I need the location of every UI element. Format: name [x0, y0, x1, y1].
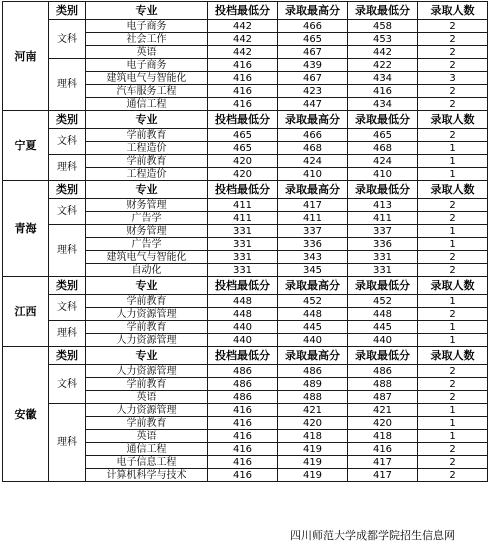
admit-count-cell: 1: [418, 321, 488, 334]
admit-count-cell: 3: [418, 72, 488, 85]
column-header: 录取最高分: [278, 2, 348, 20]
min-admit-score-cell: 337: [348, 225, 418, 238]
min-filing-score-cell: 420: [208, 155, 278, 168]
admit-count-cell: 1: [418, 417, 488, 430]
admit-count-cell: 2: [418, 212, 488, 225]
category-cell: 理科: [49, 59, 86, 111]
min-admit-score-cell: 448: [348, 308, 418, 321]
max-admit-score-cell: 418: [278, 430, 348, 443]
province-cell: 宁夏: [3, 111, 49, 181]
column-header: 专业: [86, 347, 208, 365]
major-cell: 学前教育: [86, 155, 208, 168]
table-row: [3, 365, 488, 378]
admit-count-cell: 2: [418, 308, 488, 321]
max-admit-score-cell: 486: [278, 365, 348, 378]
min-admit-score-cell: 418: [348, 430, 418, 443]
table-row: [3, 20, 488, 33]
table-row: [3, 321, 488, 334]
category-cell: 文科: [49, 129, 86, 155]
min-admit-score-cell: 424: [348, 155, 418, 168]
max-admit-score-cell: 411: [278, 212, 348, 225]
table-header-row: [3, 347, 488, 365]
column-header: 录取人数: [418, 181, 488, 199]
min-admit-score-cell: 331: [348, 251, 418, 264]
max-admit-score-cell: 445: [278, 321, 348, 334]
column-header: 录取人数: [418, 111, 488, 129]
column-header: 录取最高分: [278, 277, 348, 295]
major-cell: 英语: [86, 46, 208, 59]
column-header: 类别: [49, 111, 86, 129]
min-filing-score-cell: 331: [208, 238, 278, 251]
major-cell: 学前教育: [86, 295, 208, 308]
major-cell: 电子信息工程: [86, 456, 208, 469]
major-cell: 英语: [86, 430, 208, 443]
admit-count-cell: 2: [418, 129, 488, 142]
max-admit-score-cell: 419: [278, 456, 348, 469]
column-header: 录取最低分: [348, 277, 418, 295]
column-header: 投档最低分: [208, 277, 278, 295]
column-header: 录取人数: [418, 2, 488, 20]
major-cell: 学前教育: [86, 129, 208, 142]
column-header: 录取最高分: [278, 111, 348, 129]
category-cell: 理科: [49, 155, 86, 181]
min-admit-score-cell: 434: [348, 98, 418, 111]
min-filing-score-cell: 465: [208, 142, 278, 155]
column-header: 录取最高分: [278, 181, 348, 199]
min-filing-score-cell: 420: [208, 168, 278, 181]
major-cell: 学前教育: [86, 378, 208, 391]
min-filing-score-cell: 416: [208, 456, 278, 469]
min-filing-score-cell: 331: [208, 264, 278, 277]
min-admit-score-cell: 468: [348, 142, 418, 155]
max-admit-score-cell: 468: [278, 142, 348, 155]
column-header: 类别: [49, 277, 86, 295]
min-filing-score-cell: 416: [208, 417, 278, 430]
min-admit-score-cell: 413: [348, 199, 418, 212]
max-admit-score-cell: 448: [278, 308, 348, 321]
max-admit-score-cell: 345: [278, 264, 348, 277]
min-admit-score-cell: 411: [348, 212, 418, 225]
major-cell: 学前教育: [86, 417, 208, 430]
max-admit-score-cell: 439: [278, 59, 348, 72]
min-filing-score-cell: 465: [208, 129, 278, 142]
min-admit-score-cell: 453: [348, 33, 418, 46]
major-cell: 汽车服务工程: [86, 85, 208, 98]
min-filing-score-cell: 416: [208, 85, 278, 98]
column-header: 投档最低分: [208, 347, 278, 365]
max-admit-score-cell: 489: [278, 378, 348, 391]
column-header: 投档最低分: [208, 111, 278, 129]
column-header: 专业: [86, 2, 208, 20]
column-header: 录取最高分: [278, 347, 348, 365]
column-header: 录取最低分: [348, 2, 418, 20]
min-filing-score-cell: 486: [208, 378, 278, 391]
column-header: 专业: [86, 111, 208, 129]
major-cell: 人力资源管理: [86, 334, 208, 347]
max-admit-score-cell: 417: [278, 199, 348, 212]
table-row: [3, 295, 488, 308]
admit-count-cell: 1: [418, 404, 488, 417]
min-admit-score-cell: 421: [348, 404, 418, 417]
province-cell: 江西: [3, 277, 49, 347]
admit-count-cell: 2: [418, 251, 488, 264]
min-filing-score-cell: 442: [208, 33, 278, 46]
min-filing-score-cell: 416: [208, 59, 278, 72]
min-filing-score-cell: 448: [208, 308, 278, 321]
admission-score-table: [2, 1, 488, 482]
min-admit-score-cell: 420: [348, 417, 418, 430]
admit-count-cell: 1: [418, 295, 488, 308]
max-admit-score-cell: 467: [278, 72, 348, 85]
category-cell: 文科: [49, 20, 86, 59]
table-header-row: [3, 2, 488, 20]
major-cell: 人力资源管理: [86, 308, 208, 321]
max-admit-score-cell: 420: [278, 417, 348, 430]
max-admit-score-cell: 421: [278, 404, 348, 417]
province-cell: 河南: [3, 2, 49, 111]
min-admit-score-cell: 331: [348, 264, 418, 277]
min-filing-score-cell: 440: [208, 334, 278, 347]
max-admit-score-cell: 419: [278, 469, 348, 482]
min-filing-score-cell: 411: [208, 212, 278, 225]
major-cell: 广告学: [86, 238, 208, 251]
min-filing-score-cell: 416: [208, 72, 278, 85]
min-admit-score-cell: 422: [348, 59, 418, 72]
min-filing-score-cell: 486: [208, 391, 278, 404]
admit-count-cell: 2: [418, 264, 488, 277]
major-cell: 广告学: [86, 212, 208, 225]
table-row: [3, 59, 488, 72]
max-admit-score-cell: 440: [278, 334, 348, 347]
admit-count-cell: 2: [418, 59, 488, 72]
min-filing-score-cell: 442: [208, 20, 278, 33]
min-admit-score-cell: 488: [348, 378, 418, 391]
min-filing-score-cell: 416: [208, 430, 278, 443]
min-admit-score-cell: 417: [348, 469, 418, 482]
min-admit-score-cell: 417: [348, 456, 418, 469]
province-cell: 青海: [3, 181, 49, 277]
admit-count-cell: 1: [418, 155, 488, 168]
min-filing-score-cell: 416: [208, 98, 278, 111]
table-header-row: [3, 111, 488, 129]
admit-count-cell: 1: [418, 334, 488, 347]
column-header: 专业: [86, 181, 208, 199]
min-admit-score-cell: 445: [348, 321, 418, 334]
admit-count-cell: 2: [418, 85, 488, 98]
province-cell: 安徽: [3, 347, 49, 482]
column-header: 录取最低分: [348, 347, 418, 365]
column-header: 录取最低分: [348, 111, 418, 129]
admit-count-cell: 2: [418, 33, 488, 46]
table-row: [3, 199, 488, 212]
admit-count-cell: 2: [418, 469, 488, 482]
category-cell: 理科: [49, 225, 86, 277]
column-header: 录取最低分: [348, 181, 418, 199]
min-filing-score-cell: 416: [208, 404, 278, 417]
min-filing-score-cell: 448: [208, 295, 278, 308]
major-cell: 自动化: [86, 264, 208, 277]
min-admit-score-cell: 486: [348, 365, 418, 378]
min-admit-score-cell: 440: [348, 334, 418, 347]
major-cell: 通信工程: [86, 98, 208, 111]
major-cell: 英语: [86, 391, 208, 404]
major-cell: 计算机科学与技术: [86, 469, 208, 482]
admit-count-cell: 2: [418, 378, 488, 391]
admit-count-cell: 2: [418, 365, 488, 378]
column-header: 专业: [86, 277, 208, 295]
major-cell: 人力资源管理: [86, 365, 208, 378]
min-admit-score-cell: 434: [348, 72, 418, 85]
major-cell: 电子商务: [86, 59, 208, 72]
min-admit-score-cell: 416: [348, 443, 418, 456]
column-header: 录取人数: [418, 347, 488, 365]
category-cell: 理科: [49, 321, 86, 347]
min-filing-score-cell: 331: [208, 251, 278, 264]
min-filing-score-cell: 486: [208, 365, 278, 378]
min-admit-score-cell: 487: [348, 391, 418, 404]
major-cell: 建筑电气与智能化: [86, 251, 208, 264]
major-cell: 财务管理: [86, 225, 208, 238]
admit-count-cell: 2: [418, 199, 488, 212]
admit-count-cell: 2: [418, 20, 488, 33]
max-admit-score-cell: 452: [278, 295, 348, 308]
table-header-row: [3, 277, 488, 295]
admit-count-cell: 1: [418, 430, 488, 443]
min-filing-score-cell: 411: [208, 199, 278, 212]
admit-count-cell: 1: [418, 142, 488, 155]
major-cell: 社会工作: [86, 33, 208, 46]
min-filing-score-cell: 416: [208, 469, 278, 482]
min-admit-score-cell: 416: [348, 85, 418, 98]
major-cell: 学前教育: [86, 321, 208, 334]
table-row: [3, 155, 488, 168]
min-filing-score-cell: 442: [208, 46, 278, 59]
max-admit-score-cell: 336: [278, 238, 348, 251]
admit-count-cell: 1: [418, 225, 488, 238]
table-row: [3, 129, 488, 142]
admit-count-cell: 1: [418, 238, 488, 251]
admit-count-cell: 2: [418, 46, 488, 59]
max-admit-score-cell: 423: [278, 85, 348, 98]
min-admit-score-cell: 465: [348, 129, 418, 142]
min-admit-score-cell: 452: [348, 295, 418, 308]
max-admit-score-cell: 466: [278, 20, 348, 33]
max-admit-score-cell: 424: [278, 155, 348, 168]
max-admit-score-cell: 447: [278, 98, 348, 111]
admit-count-cell: 2: [418, 98, 488, 111]
max-admit-score-cell: 466: [278, 129, 348, 142]
column-header: 投档最低分: [208, 2, 278, 20]
major-cell: 财务管理: [86, 199, 208, 212]
major-cell: 人力资源管理: [86, 404, 208, 417]
min-admit-score-cell: 336: [348, 238, 418, 251]
min-admit-score-cell: 410: [348, 168, 418, 181]
category-cell: 文科: [49, 365, 86, 404]
column-header: 类别: [49, 181, 86, 199]
major-cell: 工程造价: [86, 142, 208, 155]
major-cell: 通信工程: [86, 443, 208, 456]
max-admit-score-cell: 337: [278, 225, 348, 238]
admit-count-cell: 2: [418, 443, 488, 456]
source-footer: 四川师范大学成都学院招生信息网: [290, 529, 455, 542]
max-admit-score-cell: 465: [278, 33, 348, 46]
admit-count-cell: 2: [418, 391, 488, 404]
min-filing-score-cell: 440: [208, 321, 278, 334]
admit-count-cell: 1: [418, 168, 488, 181]
max-admit-score-cell: 419: [278, 443, 348, 456]
table-header-row: [3, 181, 488, 199]
column-header: 类别: [49, 347, 86, 365]
category-cell: 文科: [49, 199, 86, 225]
column-header: 录取人数: [418, 277, 488, 295]
major-cell: 工程造价: [86, 168, 208, 181]
category-cell: 文科: [49, 295, 86, 321]
max-admit-score-cell: 488: [278, 391, 348, 404]
max-admit-score-cell: 410: [278, 168, 348, 181]
admit-count-cell: 2: [418, 456, 488, 469]
min-admit-score-cell: 458: [348, 20, 418, 33]
min-filing-score-cell: 331: [208, 225, 278, 238]
table-row: [3, 225, 488, 238]
min-admit-score-cell: 442: [348, 46, 418, 59]
column-header: 类别: [49, 2, 86, 20]
category-cell: 理科: [49, 404, 86, 482]
max-admit-score-cell: 343: [278, 251, 348, 264]
major-cell: 建筑电气与智能化: [86, 72, 208, 85]
min-filing-score-cell: 416: [208, 443, 278, 456]
column-header: 投档最低分: [208, 181, 278, 199]
major-cell: 电子商务: [86, 20, 208, 33]
max-admit-score-cell: 467: [278, 46, 348, 59]
table-row: [3, 404, 488, 417]
